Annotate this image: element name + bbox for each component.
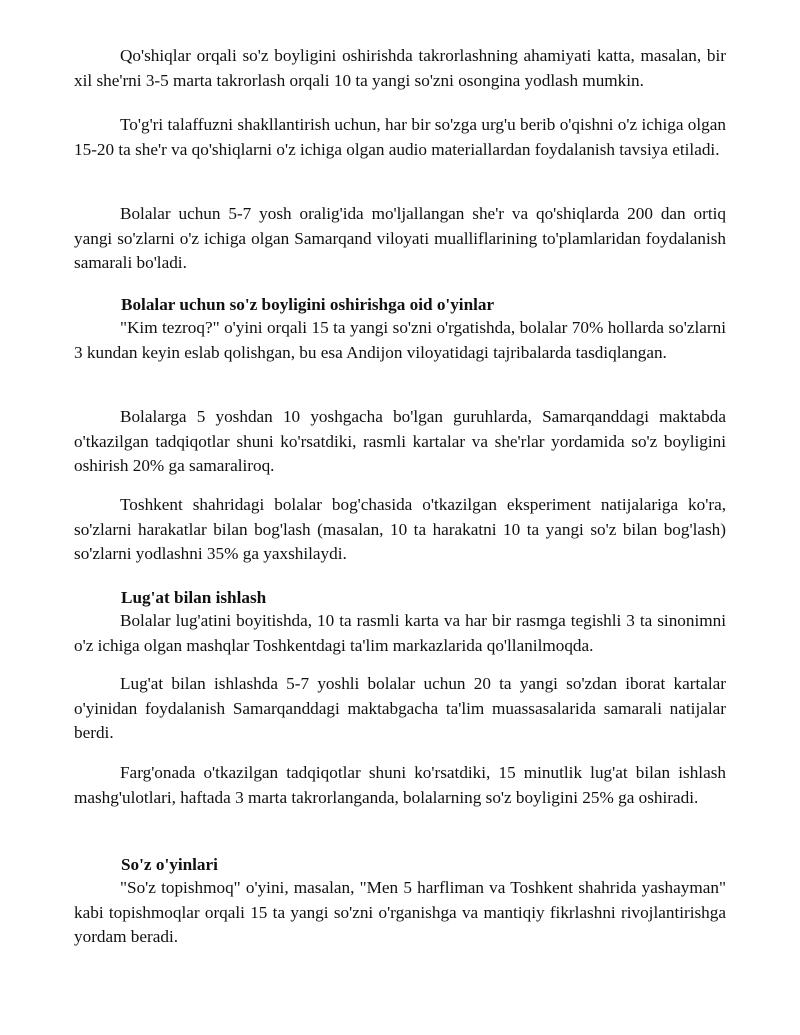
paragraph-kim-tezroq: "Kim tezroq?" o'yini orqali 15 ta yangi so'zni o'rgatishda, bolalar 70% hollarda so'zlarni 3 kundan keyin eslab qolishgan, bu esa Andijon viloyatidagi tajribalarda tasdiqlangan.: [74, 318, 726, 362]
paragraph-tashkent-experiment: Toshkent shahridagi bolalar bog'chasida o'tkazilgan eksperiment natijalariga ko'ra, so'zlarni harakatlar bilan bog'lash (masalan, 10 ta harakatni 10 ta yangi so'z bilan bog'lash) so'zlarni yodlashni 35% ga yaxshilaydi.: [74, 495, 726, 563]
heading-vocabulary-work: Lug'at bilan ishlash: [121, 588, 267, 607]
heading-word-plays: So'z o'yinlari: [121, 855, 218, 874]
paragraph-synonym-exercises: Bolalar lug'atini boyitishda, 10 ta rasmli karta va har bir rasmga tegishli 3 ta sinonimni o'z ichiga olgan mashqlar Toshkentdagi ta'lim markazlarida qo'llanilmoqda.: [74, 611, 726, 655]
paragraph-song-repetition: Qo'shiqlar orqali so'z boyligini oshirishda takrorlashning ahamiyati katta, masalan, bir xil she'rni 3-5 marta takrorlash orqali 10 ta yangi so'zni osongina yodlash mumkin.: [74, 46, 726, 90]
paragraph-picture-cards: Bolalarga 5 yoshdan 10 yoshgacha bo'lgan guruhlarda, Samarqanddagi maktabda o'tkazilgan tadqiqotlar shuni ko'rsatdiki, rasmli kartalar va she'rlar yordamida so'z boyligini oshirish 20% ga samaraliroq.: [74, 407, 726, 475]
paragraph-riddle-game: "So'z topishmoq" o'yini, masalan, "Men 5 harfliman va Toshkent shahrida yashayman" kabi topishmoqlar orqali 15 ta yangi so'zni o'rganishga va mantiqiy fikrlashni rivojlantirishga yordam beradi.: [74, 878, 726, 946]
paragraph-pronunciation: To'g'ri talaffuzni shakllantirish uchun, har bir so'zga urg'u berib o'qishni o'z ichiga olgan 15-20 ta she'r va qo'shiqlarni o'z ichiga olgan audio materiallardan foydalanish tavsiya etiladi.: [74, 115, 726, 159]
heading-word-games: Bolalar uchun so'z boyligini oshirishga oid o'yinlar: [121, 295, 495, 314]
paragraph-fergana-study: Farg'onada o'tkazilgan tadqiqotlar shuni ko'rsatdiki, 15 minutlik lug'at bilan ishlash mashg'ulotlari, haftada 3 marta takrorlanganda, bolalarning so'z boyligini 25% ga oshiradi.: [74, 763, 726, 807]
paragraph-samarkand-authors: Bolalar uchun 5-7 yosh oralig'ida mo'ljallangan she'r va qo'shiqlarda 200 dan ortiq yangi so'zlarni o'z ichiga olgan Samarqand viloyati mualliflarining to'plamlaridan foydalanish samarali bo'ladi.: [74, 204, 726, 272]
paragraph-card-game: Lug'at bilan ishlashda 5-7 yoshli bolalar uchun 20 ta yangi so'zdan iborat kartalar o'yinidan foydalanish Samarqanddagi maktabgacha ta'lim muassasalarida samarali natijalar berdi.: [74, 674, 726, 742]
